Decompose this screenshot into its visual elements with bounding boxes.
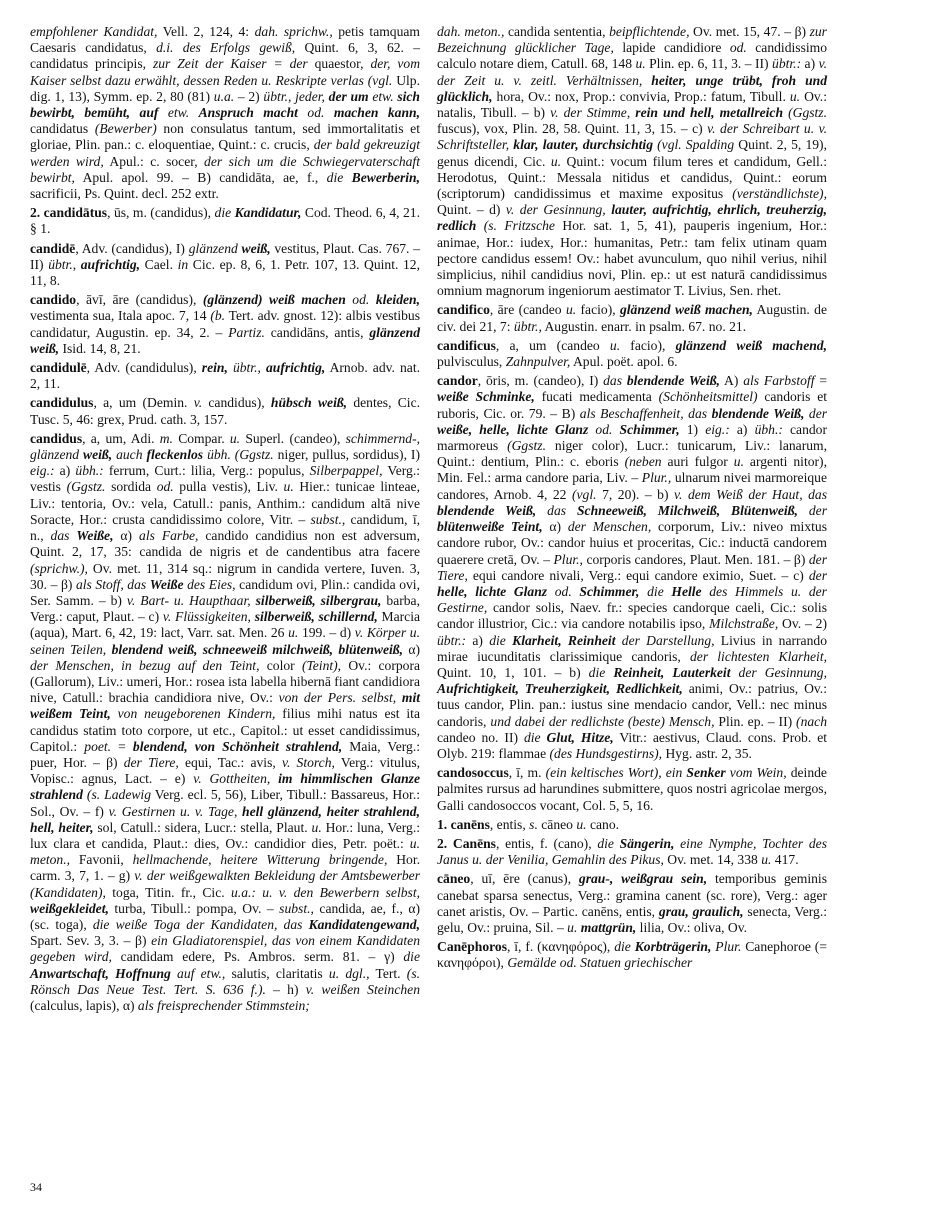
page-number: 34 bbox=[30, 1180, 42, 1194]
dictionary-entry: candor, ōris, m. (candeo), I) das blendende Weiß, A) als Farbstoff = weiße Schminke, fucati medicamenta (Schönheitsmittel) candoris et ruboris, Cic. or. 79. – B) als Beschaffenheit, das blendende Weiß, der weiße, helle, lichte Glanz od. Schimmer, 1) eig.: a) übh.: candor marmoreus (Ggstz. niger color), Lucr.: tunicarum, Liv.: lanarum, Quint.: dentium, Plin.: c. eboris (neben auri fulgor u. argenti nitor), Min. Fel.: arma candore paria, Liv. – Plur., ulnarum nivei marmoreique candores, Arnob. 4, 22 (vgl. 7, 20). – b) v. dem Weiß der Haut, das blendende Weiß, das Schneeweiß, Milchweiß, Blütenweiß, der blütenweiße Teint, α) der Menschen, corporum, Liv.: niveo mixtus candore rubor, Ov.: candor huius et proceritas, Cic.: inductā candorem quaerere cretā, Ov. – Plur., corporis candores, Plaut. Men. 181. – β) der Tiere, equi candore nivali, Verg.: equi candore eximio, Suet. – c) der helle, lichte Glanz od. Schimmer, die Helle des Himmels u. der Gestirne, candor solis, Naev. fr.: species candorque caeli, Cic.: solis candor illustrior, Cic.: via candore notabilis ipso, Milchstraße, Ov. – 2) übtr.: a) die Klarheit, Reinheit der Darstellung, Livius in narrando mirae iucunditatis clarissimique candoris, der lichtesten Klarheit, Quint. 10, 1, 101. – b) die Reinheit, Lauterkeit der Gesinnung, Aufrichtigkeit, Treuherzigkeit, Redlichkeit, animi, Ov.: patrius, Ov.: tuus candor, Plin. pan.: iustus sine mendacio candor, Vell.: nec minus candoris, und dabei der redlichste (beste) Mensch, Plin. ep. – II) (nach candeo no. II) die Glut, Hitze, Vitr.: aestivus, Claud. cons. Prob. et Olyb. 219: flammae (des Hundsgestirns), Hyg. astr. 2, 35. bbox=[437, 373, 828, 761]
dictionary-entry: 2. candidātus, ūs, m. (candidus), die Kandidatur, Cod. Theod. 6, 4, 21. § 1. bbox=[30, 205, 420, 237]
dictionary-entry: candificus, a, um (candeo u. facio), glänzend weiß machend, pulvisculus, Zahnpulver, Apul. poët. apol. 6. bbox=[437, 337, 827, 370]
dictionary-entry: candido, āvī, āre (candidus), (glänzend) weiß machen od. kleiden, vestimenta sua, Itala apoc. 7, 14 (b. Tert. adv. gnost. 12): albis vestibus candidatur, Augustin. ep. 34, 2. – Partiz. candidāns, antis, glänzend weiß, Isid. 14, 8, 21. bbox=[30, 292, 420, 356]
dictionary-entry: candidus, a, um, Adi. m. Compar. u. Superl. (candeo), schimmernd-, glänzend weiß, auch fleckenlos übh. (Ggstz. niger, pullus, sordidus), I) eig.: a) übh.: ferrum, Curt.: lilia, Verg.: populus, Silberpappel, Verg.: vestis (Ggstz. sordida od. pulla vestis), Liv. u. Hier.: tunicae linteae, Liv.: tentoria, Ov.: vela, Catull.: panis, Anthim.: candidum altā nive Soracte, Hor.: crusta candidissimo colore, Vitr. – subst., candidum, ī, n., das Weiße, α) als Farbe, candido candidius non est adversum, Quint. 2, 17, 35: candida de nigris et de candentibus atra facere (sprichw.), Ov. met. 11, 314 sq.: nigrum in candida vertere, Iuven. 3, 30. – β) als Stoff, das Weiße des Eies, candidum ovi, Plin.: candida ovi, Ser. Samm. – b) v. Bart- u. Haupthaar, silberweiß, silbergrau, barba, Verg.: caput, Plaut. – c) v. Flüssigkeiten, silberweiß, schillernd, Marcia (aqua), Mart. 6, 42, 19: lact, Varr. sat. Men. 26 u. 199. – d) v. Körper u. seinen Teilen, blendend weiß, schneeweiß milchweiß, blütenweiß, α) der Menschen, in bezug auf den Teint, color (Teint), Ov.: corpora (Gallorum), Liv.: umeri, Hor.: rosea ista labella hibernā fiant candidiora nive, Catull.: brachia candidiora nive, Ov.: von der Pers. selbst, mit weißem Teint, von neugeborenen Kindern, filius mihi natus est ita candidus statim toto corpore, ut etc., Capitol.: ut esset candidissimus, Capitol.: poet. = blendend, von Schönheit strahlend, Maia, Verg.: puer, Hor. – β) der Tiere, equi, Tac.: avis, v. Storch, Verg.: vitulus, Vopisc.: agnus, Lact. – e) v. Gottheiten, im himmlischen Glanze strahlend (s. Ladewig Verg. ecl. 5, 56), Liber, Tibull.: Bassareus, Hor.: Sol., Ov. – f) v. Gestirnen u. v. Tage, hell glänzend, heiter strahlend, hell, heiter, sol, Catull.: sidera, Lucr.: stella, Plaut. u. Hor.: luna, Verg.: lux clara et candida, Plaut.: dies, Ov.: candidior dies, Petr. poët.: u. meton., Favonii, hellmachende, heitere Witterung bringende, Hor. carm. 3, 7, 1. – g) v. der weißgewalkten Bekleidung der Amtsbewerber (Kandidaten), toga, Titin. fr., Cic. u.a.: u. v. den Bewerbern selbst, weißgekleidet, turba, Tibull.: pompa, Ov. – subst., candida, ae, f., α) (sc. toga), die weiße Toga der Kandidaten, das Kandidatengewand, Spart. Sev. 3, 3. – β) ein Gladiatorenspiel, das von einem Kandidaten gegeben wird, candidam edere, Ps. Ambros. serm. 81. – γ) die Anwartschaft, Hoffnung auf etw., salutis, claritatis u. dgl., Tert. (s. Rönsch Das Neue Test. Tert. S. 636 f.). – h) v. weißen Steinchen (calculus, lapis), α) als freisprechender Stimmstein; bbox=[30, 430, 421, 1013]
dictionary-entry: dah. meton., candida sententia, beipflichtende, Ov. met. 15, 47. – β) zur Bezeichnung glücklicher Tage, lapide candidiore od. candidissimo calculo notare diem, Catull. 68, 148 u. Plin. ep. 6, 11, 3. – II) übtr.: a) v. der Zeit u. v. zeitl. Verhältnissen, heiter, unge trübt, froh und glücklich, hora, Ov.: nox, Prop.: convivia, Prop.: fatum, Tibull. u. Ov.: natalis, Tibull. – b) v. der Stimme, rein und hell, metallreich (Ggstz. fuscus), vox, Plin. 28, 58. Quint. 11, 3, 15. – c) v. der Schreibart u. v. Schriftsteller, klar, lauter, durchsichtig (vgl. Spalding Quint. 2, 5, 19), genus dicendi, Cic. u. Quint.: vocum filum teres et candidum, Gell.: Herodotus, Quint.: Messala nitidus et candidus, Quint.: eorum (scriptorum) candidissimus et maxime expositus (verständlichste), Quint. – d) v. der Gesinnung, lauter, aufrichtig, ehrlich, treuherzig, redlich (s. Fritzsche Hor. sat. 1, 5, 41), pauperis ingenium, Hor.: animae, Hor.: iudex, Hor.: humanitas, Petr.: tam felix utinam quam pectore candidus essem! Ov.: habet avunculum, quo nihil verius, nihil simplicius, nihil candidius novi, Plin. ep.: ut est naturā candidissimus omnium magnorum ingeniorum aestimator T. Livius, Sen. rhet. bbox=[437, 24, 828, 299]
dictionary-entry: cāneo, uī, ēre (canus), grau-, weißgrau sein, temporibus geminis canebat sparsa senectus, Verg.: gramina canent (sc. rore), Verg.: ager canet aristis, Ov. – Partic. canēns, entis, grau, graulich, senecta, Verg.: gelu, Ov.: pruina, Sil. – u. mattgrün, lilia, Ov.: oliva, Ov. bbox=[437, 871, 828, 935]
dictionary-entry: candosoccus, ī, m. (ein keltisches Wort), ein Senker vom Wein, deinde palmites rursus ad harundines submittere, quos nostri agricolae mergos, Galli candosoccos vocant, Col. 5, 5, 16. bbox=[437, 765, 827, 813]
dictionary-entry: candifico, āre (candeo u. facio), glänzend weiß machen, Augustin. de civ. dei 21, 7: übtr., Augustin. enarr. in psalm. 67. no. 21. bbox=[437, 302, 827, 334]
dictionary-entry: Canēphoros, ī, f. (κανηφόρος), die Korbträgerin, Plur. Canephoroe (= κανηφόροι), Gemälde od. Statuen griechischer bbox=[437, 939, 827, 971]
dictionary-entry: empfohlener Kandidat, Vell. 2, 124, 4: dah. sprichw., petis tamquam Caesaris candidatus, d.i. des Erfolgs gewiß, Quint. 6, 3, 62. – candidatus principis, zur Zeit der Kaiser = der quaestor, der, vom Kaiser selbst dazu erwählt, dessen Reden u. Reskripte verlas (vgl. Ulp. dig. 1, 13), Symm. ep. 2, 80 (81) u.a. – 2) übtr., jeder, der um etw. sich bewirbt, bemüht, auf etw. Anspruch macht od. machen kann, candidatus (Bewerber) non consulatus tantum, sed immortalitatis et gloriae, Plin. pan.: c. eloquentiae, Quint.: c. crucis, der bald gekreuzigt werden wird, Apul.: c. socer, der sich um die Schwiegervaterschaft bewirbt, Apul. apol. 99. – B) candidāta, ae, f., die Bewerberin, sacrificii, Ps. Quint. decl. 252 extr. bbox=[30, 24, 421, 202]
dictionary-entry: candidulus, a, um (Demin. v. candidus), hübsch weiß, dentes, Cic. Tusc. 5, 46: grex, Prud. cath. 3, 157. bbox=[30, 395, 421, 427]
dictionary-entry: candidē, Adv. (candidus), I) glänzend weiß, vestitus, Plaut. Cas. 767. – II) übtr., aufrichtig, Cael. in Cic. ep. 8, 6, 1. Petr. 107, 13. Quint. 12, 11, 8. bbox=[30, 240, 420, 289]
dictionary-entry: candidulē, Adv. (candidulus), rein, übtr., aufrichtig, Arnob. adv. nat. 2, 11. bbox=[30, 360, 420, 392]
right-column bbox=[437, 24, 827, 975]
dictionary-entry: 1. canēns, entis, s. cāneo u. cano. bbox=[437, 816, 620, 832]
dictionary-entry: 2. Canēns, entis, f. (cano), die Sängerin, eine Nymphe, Tochter des Janus u. der Venilia, Gemahlin des Pikus, Ov. met. 14, 338 u. 417. bbox=[437, 835, 828, 868]
left-column bbox=[30, 24, 420, 1017]
